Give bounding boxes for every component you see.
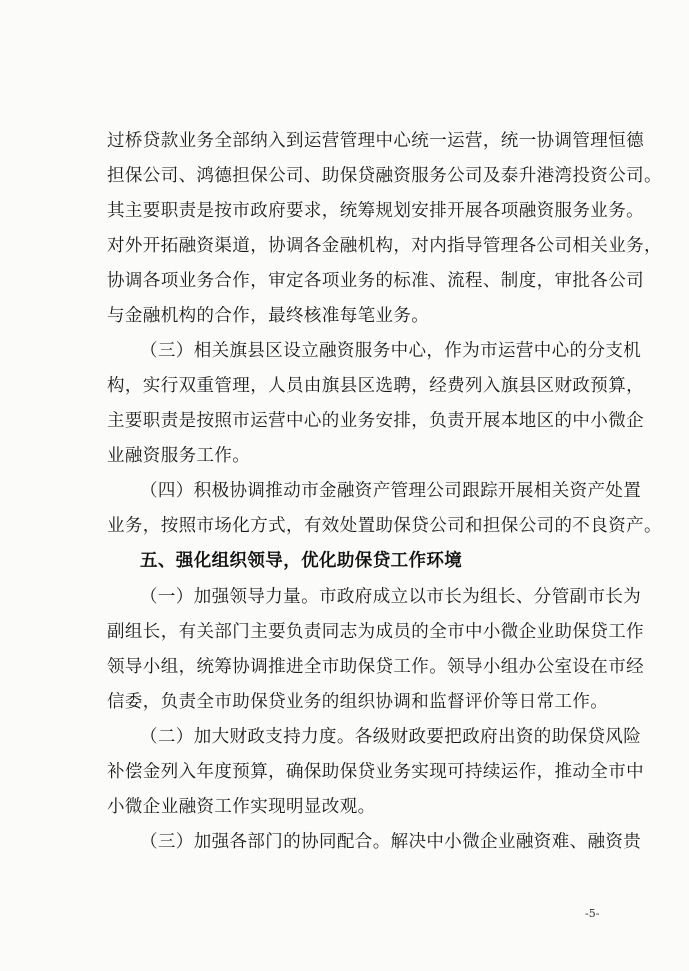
paragraph-three-line-2: 构，实行双重管理，人员由旗县区选聘，经费列入旗县区财政预算， <box>107 376 644 396</box>
paragraph-four-line-1: （四）积极协调推动市金融资产管理公司跟踪开展相关资产处置 <box>140 481 642 501</box>
paragraph-three-line-3: 主要职责是按照市运营中心的业务安排，负责开展本地区的中小微企 <box>107 411 644 431</box>
text-line-6: 与金融机构的合作，最终核准每笔业务。 <box>107 306 430 326</box>
item-one-line-4: 信委，负责全市助保贷业务的组织协调和监督评价等日常工作。 <box>107 692 609 712</box>
page-number: -5- <box>585 907 600 920</box>
item-one-line-2: 副组长，有关部门主要负责同志为成员的全市中小微企业助保贷工作 <box>107 622 644 642</box>
item-two-line-2: 补偿金列入年度预算，确保助保贷业务实现可持续运作，推动全市中 <box>107 762 644 782</box>
item-one-line-1: （一）加强领导力量。市政府成立以市长为组长、分管副市长为 <box>140 587 642 607</box>
item-three-line-1: （三）加强各部门的协同配合。解决中小微企业融资难、融资贵 <box>140 832 642 852</box>
paragraph-four-line-2: 业务，按照市场化方式，有效处置助保贷公司和担保公司的不良资产。 <box>107 516 662 536</box>
paragraph-three-line-4: 业融资服务工作。 <box>107 446 251 466</box>
item-two-line-1: （二）加大财政支持力度。各级财政要把政府出资的助保贷风险 <box>140 727 642 747</box>
item-one-line-3: 领导小组，统筹协调推进全市助保贷工作。领导小组办公室设在市经 <box>107 657 644 677</box>
text-line-5: 协调各项业务合作，审定各项业务的标准、流程、制度，审批各公司 <box>107 271 644 291</box>
paragraph-three-line-1: （三）相关旗县区设立融资服务中心，作为市运营中心的分支机 <box>140 341 642 361</box>
text-line-3: 其主要职责是按市政府要求，统筹规划安排开展各项融资服务业务。 <box>107 201 644 221</box>
text-line-1: 过桥贷款业务全部纳入到运营管理中心统一运营，统一协调管理恒德 <box>107 131 644 151</box>
item-two-line-3: 小微企业融资工作实现明显改观。 <box>107 797 376 817</box>
text-line-2: 担保公司、鸿德担保公司、助保贷融资服务公司及泰升港湾投资公司。 <box>107 166 662 186</box>
text-line-4: 对外开拓融资渠道，协调各金融机构，对内指导管理各公司相关业务， <box>107 236 662 256</box>
section-heading-five: 五、强化组织领导，优化助保贷工作环境 <box>140 551 463 571</box>
